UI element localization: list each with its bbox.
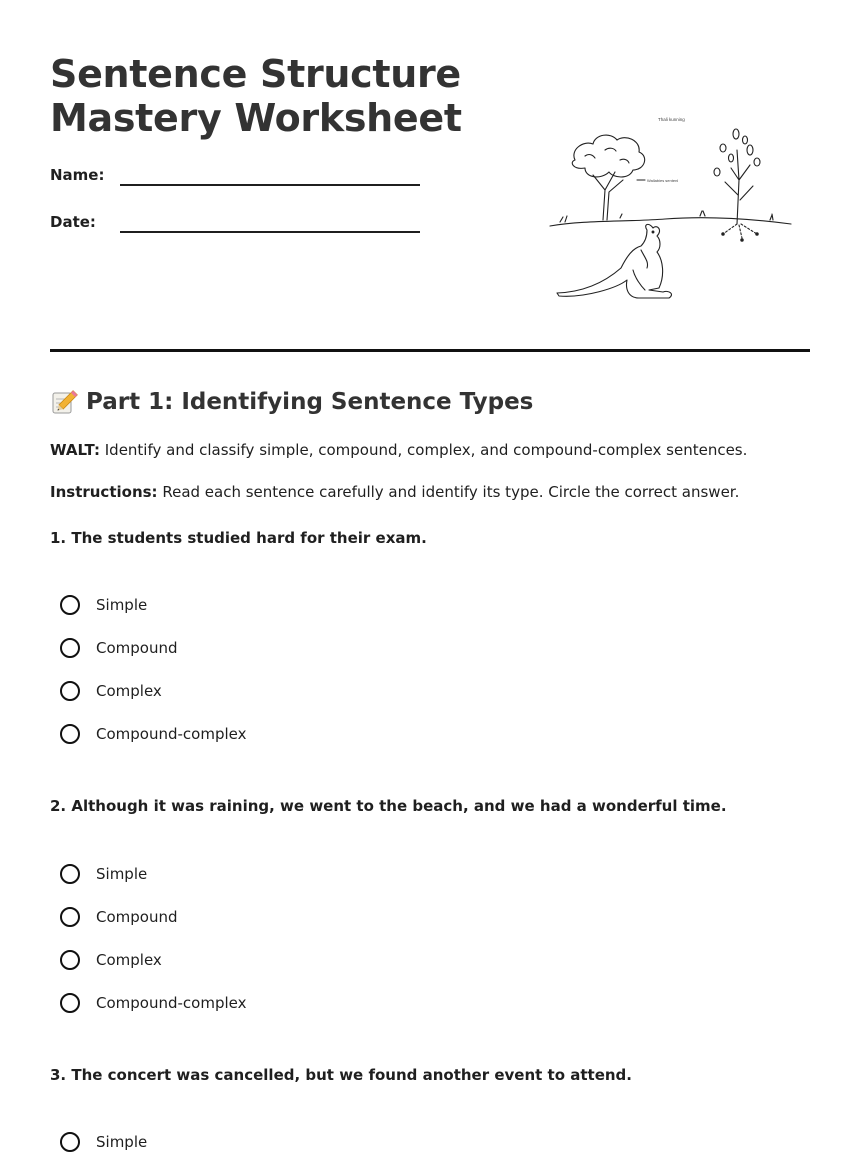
kangaroo-trees-illustration xyxy=(545,110,795,305)
date-line[interactable] xyxy=(120,231,420,233)
name-label: Name: xyxy=(50,166,105,184)
part1-title: Part 1: Identifying Sentence Types xyxy=(86,389,534,415)
q3-option-simple[interactable] xyxy=(60,1129,147,1155)
option-label: Compound xyxy=(96,639,178,657)
instructions-paragraph xyxy=(50,483,739,501)
radio-circle-icon[interactable] xyxy=(60,950,80,970)
illustration-caption-side: Wallabies sentenl xyxy=(647,178,679,183)
question-3: 3. The concert was cancelled, but we found another event to attend. xyxy=(50,1066,632,1084)
walt-text: Identify and classify simple, compound, complex, and compound-complex sentences. xyxy=(104,441,748,459)
option-label: Complex xyxy=(96,682,162,700)
q2-option-compound[interactable] xyxy=(60,904,178,930)
q1-option-compound-complex[interactable] xyxy=(60,721,246,747)
option-label: Compound xyxy=(96,908,178,926)
radio-circle-icon[interactable] xyxy=(60,681,80,701)
radio-circle-icon[interactable] xyxy=(60,638,80,658)
q1-option-simple[interactable] xyxy=(60,592,147,618)
question-1: 1. The students studied hard for their exam. xyxy=(50,529,427,547)
radio-circle-icon[interactable] xyxy=(60,907,80,927)
option-label: Compound-complex xyxy=(96,725,247,743)
illustration-caption-top: Thali kunning xyxy=(658,117,685,122)
option-label: Simple xyxy=(96,596,148,614)
q2-option-simple[interactable] xyxy=(60,861,147,887)
walt-paragraph xyxy=(50,441,747,459)
radio-circle-icon[interactable] xyxy=(60,1132,80,1152)
question-2: 2. Although it was raining, we went to the beach, and we had a wonderful time. xyxy=(50,797,727,815)
name-line[interactable] xyxy=(120,184,420,186)
instructions-text: Read each sentence carefully and identify its type. Circle the correct answer. xyxy=(162,483,740,501)
option-label: Complex xyxy=(96,951,162,969)
option-label: Simple xyxy=(96,1133,148,1151)
instructions-label: Instructions: xyxy=(50,483,158,501)
option-label: Compound-complex xyxy=(96,994,247,1012)
radio-circle-icon[interactable] xyxy=(60,595,80,615)
section-divider xyxy=(50,349,810,352)
pencil-memo-icon xyxy=(50,388,78,416)
option-label: Simple xyxy=(96,865,148,883)
q2-option-compound-complex[interactable] xyxy=(60,990,246,1016)
radio-circle-icon[interactable] xyxy=(60,993,80,1013)
date-label: Date: xyxy=(50,213,96,231)
q2-option-complex[interactable] xyxy=(60,947,162,973)
part1-heading xyxy=(50,388,533,416)
radio-circle-icon[interactable] xyxy=(60,724,80,744)
worksheet-title: Sentence Structure Mastery Worksheet xyxy=(50,52,462,140)
q1-option-complex[interactable] xyxy=(60,678,162,704)
q1-option-compound[interactable] xyxy=(60,635,178,661)
walt-label: WALT: xyxy=(50,441,100,459)
radio-circle-icon[interactable] xyxy=(60,864,80,884)
